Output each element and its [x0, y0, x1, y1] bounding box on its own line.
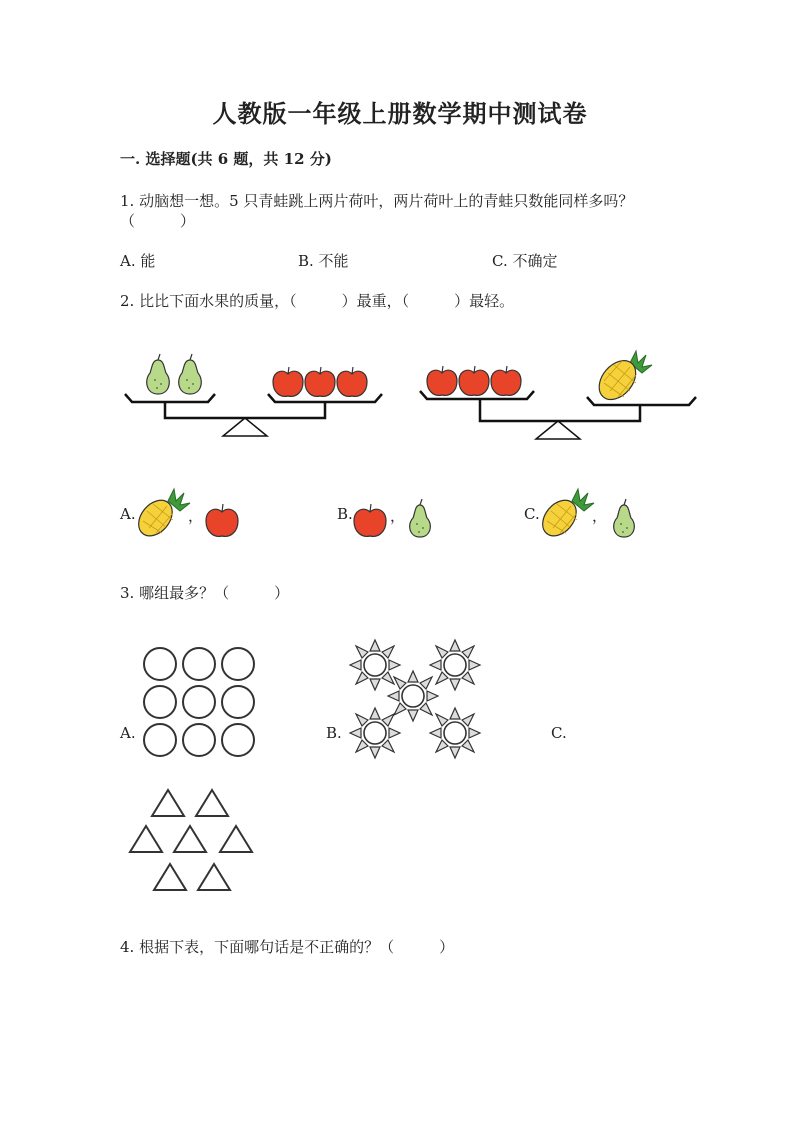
question-1-option-b[interactable]: B. 不能 — [298, 252, 349, 270]
section-heading: 一. 选择题(共 6 题，共 12 分) — [120, 150, 332, 168]
question-1-option-a[interactable]: A. 能 — [120, 252, 156, 270]
nine-circles-group — [140, 644, 260, 764]
apple-icon — [273, 367, 303, 396]
question-2-text: 2. 比比下面水果的质量，（ ）最重，（ ）最轻。 — [120, 292, 515, 310]
balance-scale-2 — [415, 345, 705, 445]
question-2-option-c[interactable]: C. — [524, 505, 540, 523]
question-3-option-b[interactable]: B. — [326, 724, 342, 742]
sun-icon — [430, 708, 480, 758]
apple-icon — [427, 366, 457, 395]
pineapple-icon — [138, 490, 178, 540]
pear-icon — [179, 354, 202, 394]
sun-icon — [350, 640, 400, 690]
pear-icon — [147, 354, 170, 394]
pineapple-icon — [542, 490, 582, 540]
seven-triangles-group — [128, 784, 258, 894]
apple-icon — [459, 366, 489, 395]
question-1-option-c[interactable]: C. 不确定 — [492, 252, 558, 270]
pineapple-icon — [592, 351, 652, 407]
question-3-option-a[interactable]: A. — [120, 724, 136, 742]
balance-scale-1 — [120, 340, 390, 440]
five-suns-group — [345, 638, 485, 768]
question-2-option-a[interactable]: A. — [120, 505, 136, 523]
question-1-answer-blank: （ ） — [120, 212, 196, 230]
question-3-option-c[interactable]: C. — [551, 724, 567, 742]
sun-icon — [430, 640, 480, 690]
apple-icon — [491, 366, 521, 395]
question-2-comma: ， — [592, 507, 608, 525]
question-2-option-b[interactable]: B. — [337, 505, 353, 523]
apple-icon — [305, 367, 335, 396]
pear-icon — [405, 498, 435, 542]
page-title: 人教版一年级上册数学期中测试卷 — [212, 99, 588, 128]
apple-icon — [204, 502, 240, 542]
question-1-text: 1. 动脑想一想。5 只青蛙跳上两片荷叶，两片荷叶上的青蛙只数能同样多吗？ — [120, 192, 634, 210]
sun-icon — [350, 708, 400, 758]
apple-icon — [352, 502, 388, 542]
pear-icon — [609, 498, 639, 542]
question-4-text: 4. 根据下表，下面哪句话是不正确的？（ ） — [120, 938, 455, 956]
apple-icon — [337, 367, 367, 396]
sun-icon — [388, 671, 438, 721]
question-2-comma: ， — [390, 507, 406, 525]
question-3-text: 3. 哪组最多？（ ） — [120, 584, 290, 602]
question-2-comma: ， — [188, 507, 204, 525]
